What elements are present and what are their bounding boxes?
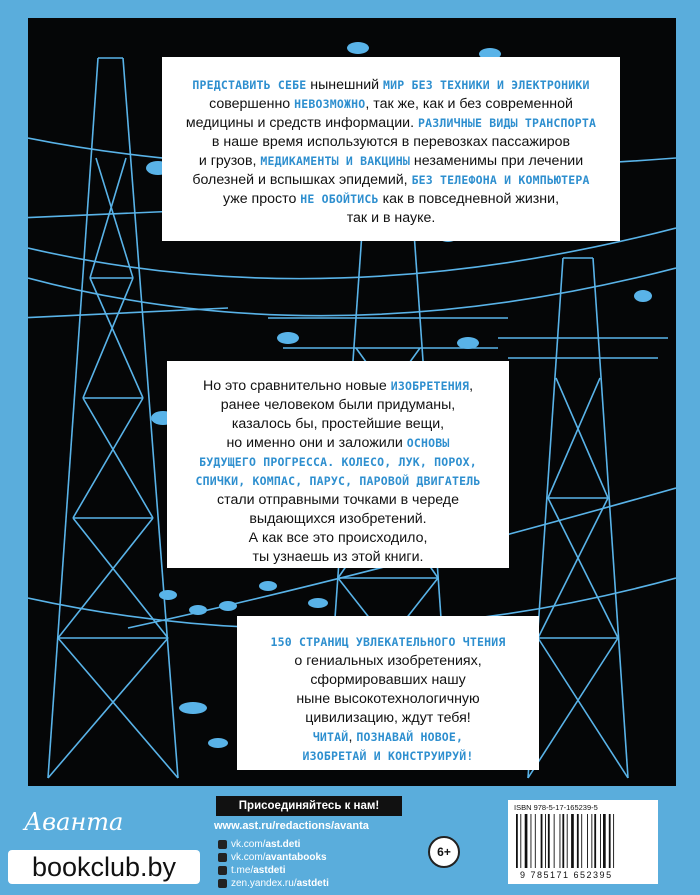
vk-icon: [218, 840, 227, 849]
barcode-icon: [514, 814, 652, 870]
social-link-telegram[interactable]: t.me/ astdeti: [218, 864, 329, 877]
highlight: ПРЕДСТАВИТЬ СЕБЕ: [192, 78, 307, 92]
telegram-icon: [218, 866, 227, 875]
age-rating-badge: 6+: [428, 836, 460, 868]
power-lines-illustration: [28, 18, 676, 786]
website-link[interactable]: www.ast.ru/redactions/avanta: [214, 820, 369, 832]
pages-text-box: 150 СТРАНИЦ УВЛЕКАТЕЛЬНОГО ЧТЕНИЯ о гениальных изобретениях, сформировавших нашу ныне высокотехнологичную цивилизацию, ждут тебя! ЧИТАЙ, ПОЗНАВАЙ НОВОЕ, ИЗОБРЕТАЙ И КОНСТРУИРУЙ!: [238, 617, 538, 769]
social-link-vk-avantabooks[interactable]: vk.com/ avantabooks: [218, 851, 329, 864]
intro-text-box: ПРЕДСТАВИТЬ СЕБЕ нынешний МИР БЕЗ ТЕХНИКИ И ЭЛЕКТРОНИКИ совершенно НЕВОЗМОЖНО, так же, как и без современной медицины и средств информации. РАЗЛИЧНЫЕ ВИДЫ ТРАНСПОРТА в наше время используются в перевозках пассажиров и грузов, МЕДИКАМЕНТЫ И ВАКЦИНЫ незаменимы при лечении болезней и вспышках эпидемий, БЕЗ ТЕЛЕФОНА И КОМПЬЮТЕРА уже просто НЕ ОБОЙТИСЬ как в повседневной жизни, так и в науке.: [163, 58, 619, 240]
join-us-banner: Присоединяйтесь к нам!: [216, 796, 402, 816]
vk-icon: [218, 853, 227, 862]
barcode-number: 9 785171 652395: [520, 870, 613, 880]
bookclub-watermark: bookclub.by: [8, 850, 200, 884]
inventions-text-box: Но это сравнительно новые ИЗОБРЕТЕНИЯ, ранее человеком были придуманы, казалось бы, простейшие вещи, но именно они и заложили ОСНОВЫ БУДУЩЕГО ПРОГРЕССА. КОЛЕСО, ЛУК, ПОРОХ, СПИЧКИ, КОМПАС, ПАРУС, ПАРОВОЙ ДВИГАТЕЛЬ стали отправными точками в череде выдающихся изобретений. А как все это происходило, ты узнаешь из этой книги.: [168, 362, 508, 567]
social-link-vk-astdeti[interactable]: vk.com/ ast.deti: [218, 838, 329, 851]
zen-icon: [218, 879, 227, 888]
isbn-label: ISBN 978-5-17-165239-5: [514, 803, 598, 812]
publisher-logo: Аванта: [24, 808, 124, 836]
social-links: [218, 838, 329, 890]
social-link-zen[interactable]: zen.yandex.ru/ astdeti: [218, 877, 329, 890]
